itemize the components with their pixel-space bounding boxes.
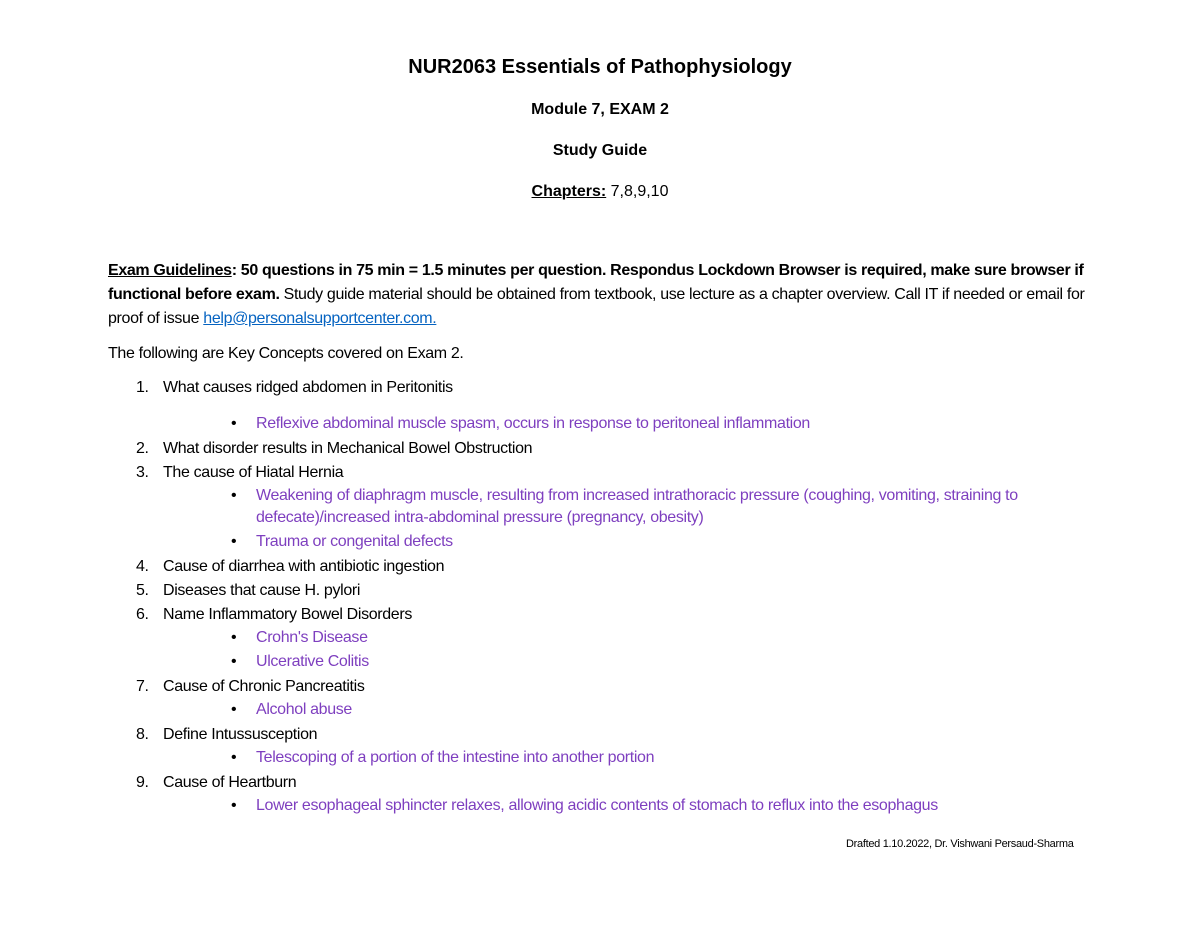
item-number: 7.	[136, 678, 149, 695]
item-text: Diseases that cause H. pylori	[163, 582, 361, 599]
module-heading: Module 7, EXAM 2	[531, 101, 669, 118]
item-text: What causes ridged abdomen in Peritonitis	[163, 379, 453, 396]
list-item	[136, 579, 1096, 603]
list-item	[136, 437, 1096, 461]
answer-bullet	[136, 485, 1096, 529]
answer-bullet	[136, 413, 1096, 435]
item-number: 4.	[136, 558, 149, 575]
guidelines-bold-text: 50 questions in 75 min = 1.5 minutes per question. Respondus Lockdown Browser is required, make sure browser if functional before exam.	[108, 262, 1084, 303]
intro-text: The following are Key Concepts covered on Exam 2.	[108, 345, 464, 362]
list-item	[136, 675, 1096, 699]
item-text: Define Intussusception	[163, 726, 318, 743]
answer-bullet	[136, 531, 1096, 553]
answer-bullet	[136, 747, 1096, 769]
bullet-icon: •	[231, 415, 237, 432]
answer-text: Telescoping of a portion of the intestine into another portion	[256, 749, 655, 766]
list-item	[136, 555, 1096, 579]
item-number: 2.	[136, 440, 149, 457]
subtitle: Study Guide	[552, 142, 648, 159]
item-text: Cause of Chronic Pancreatitis	[163, 678, 365, 695]
footer-credit: Drafted 1.10.2022, Dr. Vishwani Persaud-Sharma	[846, 838, 1074, 850]
answer-text: Crohn's Disease	[256, 629, 368, 646]
bullet-icon: •	[231, 487, 237, 504]
chapters-value: 7,8,9,10	[606, 183, 669, 200]
item-number: 8.	[136, 726, 149, 743]
item-text: The cause of Hiatal Hernia	[163, 464, 344, 481]
guidelines-colon: :	[231, 262, 241, 279]
answer-bullet	[136, 627, 1096, 649]
guidelines-label: Exam Guidelines	[108, 262, 232, 279]
item-number: 3.	[136, 464, 149, 481]
item-number: 5.	[136, 582, 149, 599]
list-item	[136, 723, 1096, 747]
chapters-line	[0, 183, 1200, 201]
answer-text: Alcohol abuse	[256, 701, 352, 718]
list-item	[136, 771, 1096, 795]
bullet-icon: •	[231, 749, 237, 766]
item-text: Cause of diarrhea with antibiotic ingestion	[163, 558, 445, 575]
item-number: 1.	[136, 379, 149, 396]
list-item	[136, 461, 1096, 485]
item-text: Name Inflammatory Bowel Disorders	[163, 606, 412, 623]
list-item	[136, 603, 1096, 627]
list-item	[136, 376, 1096, 400]
bullet-icon: •	[231, 797, 237, 814]
item-number: 6.	[136, 606, 149, 623]
answer-bullet	[136, 699, 1096, 721]
item-number: 9.	[136, 774, 149, 791]
answer-bullet	[136, 651, 1096, 673]
answer-text: Weakening of diaphragm muscle, resulting from increased intrathoracic pressure (coughing, vomiting, straining to defecate)/increased intra-abdominal pressure (pregnancy, obesity)	[256, 487, 1018, 526]
exam-guidelines	[108, 259, 1108, 331]
bullet-icon: •	[231, 533, 237, 550]
answer-text: Trauma or congenital defects	[256, 533, 453, 550]
guidelines-text: Study guide material should be obtained from textbook, use lecture as a chapter overview. Call IT if needed or email for proof of issue	[108, 286, 1085, 327]
support-email-link[interactable]: help@personalsupportcenter.com.	[203, 310, 437, 327]
item-text: What disorder results in Mechanical Bowel Obstruction	[163, 440, 533, 457]
bullet-icon: •	[231, 629, 237, 646]
bullet-icon: •	[231, 701, 237, 718]
document-title: NUR2063 Essentials of Pathophysiology	[408, 56, 792, 78]
key-concepts-list	[136, 376, 1096, 819]
answer-text: Ulcerative Colitis	[256, 653, 369, 670]
answer-text: Reflexive abdominal muscle spasm, occurs in response to peritoneal inflammation	[256, 415, 810, 432]
answer-text: Lower esophageal sphincter relaxes, allowing acidic contents of stomach to reflux into the esophagus	[256, 797, 938, 814]
item-text: Cause of Heartburn	[163, 774, 297, 791]
chapters-label: Chapters:	[531, 183, 607, 200]
answer-bullet	[136, 795, 1096, 817]
bullet-icon: •	[231, 653, 237, 670]
